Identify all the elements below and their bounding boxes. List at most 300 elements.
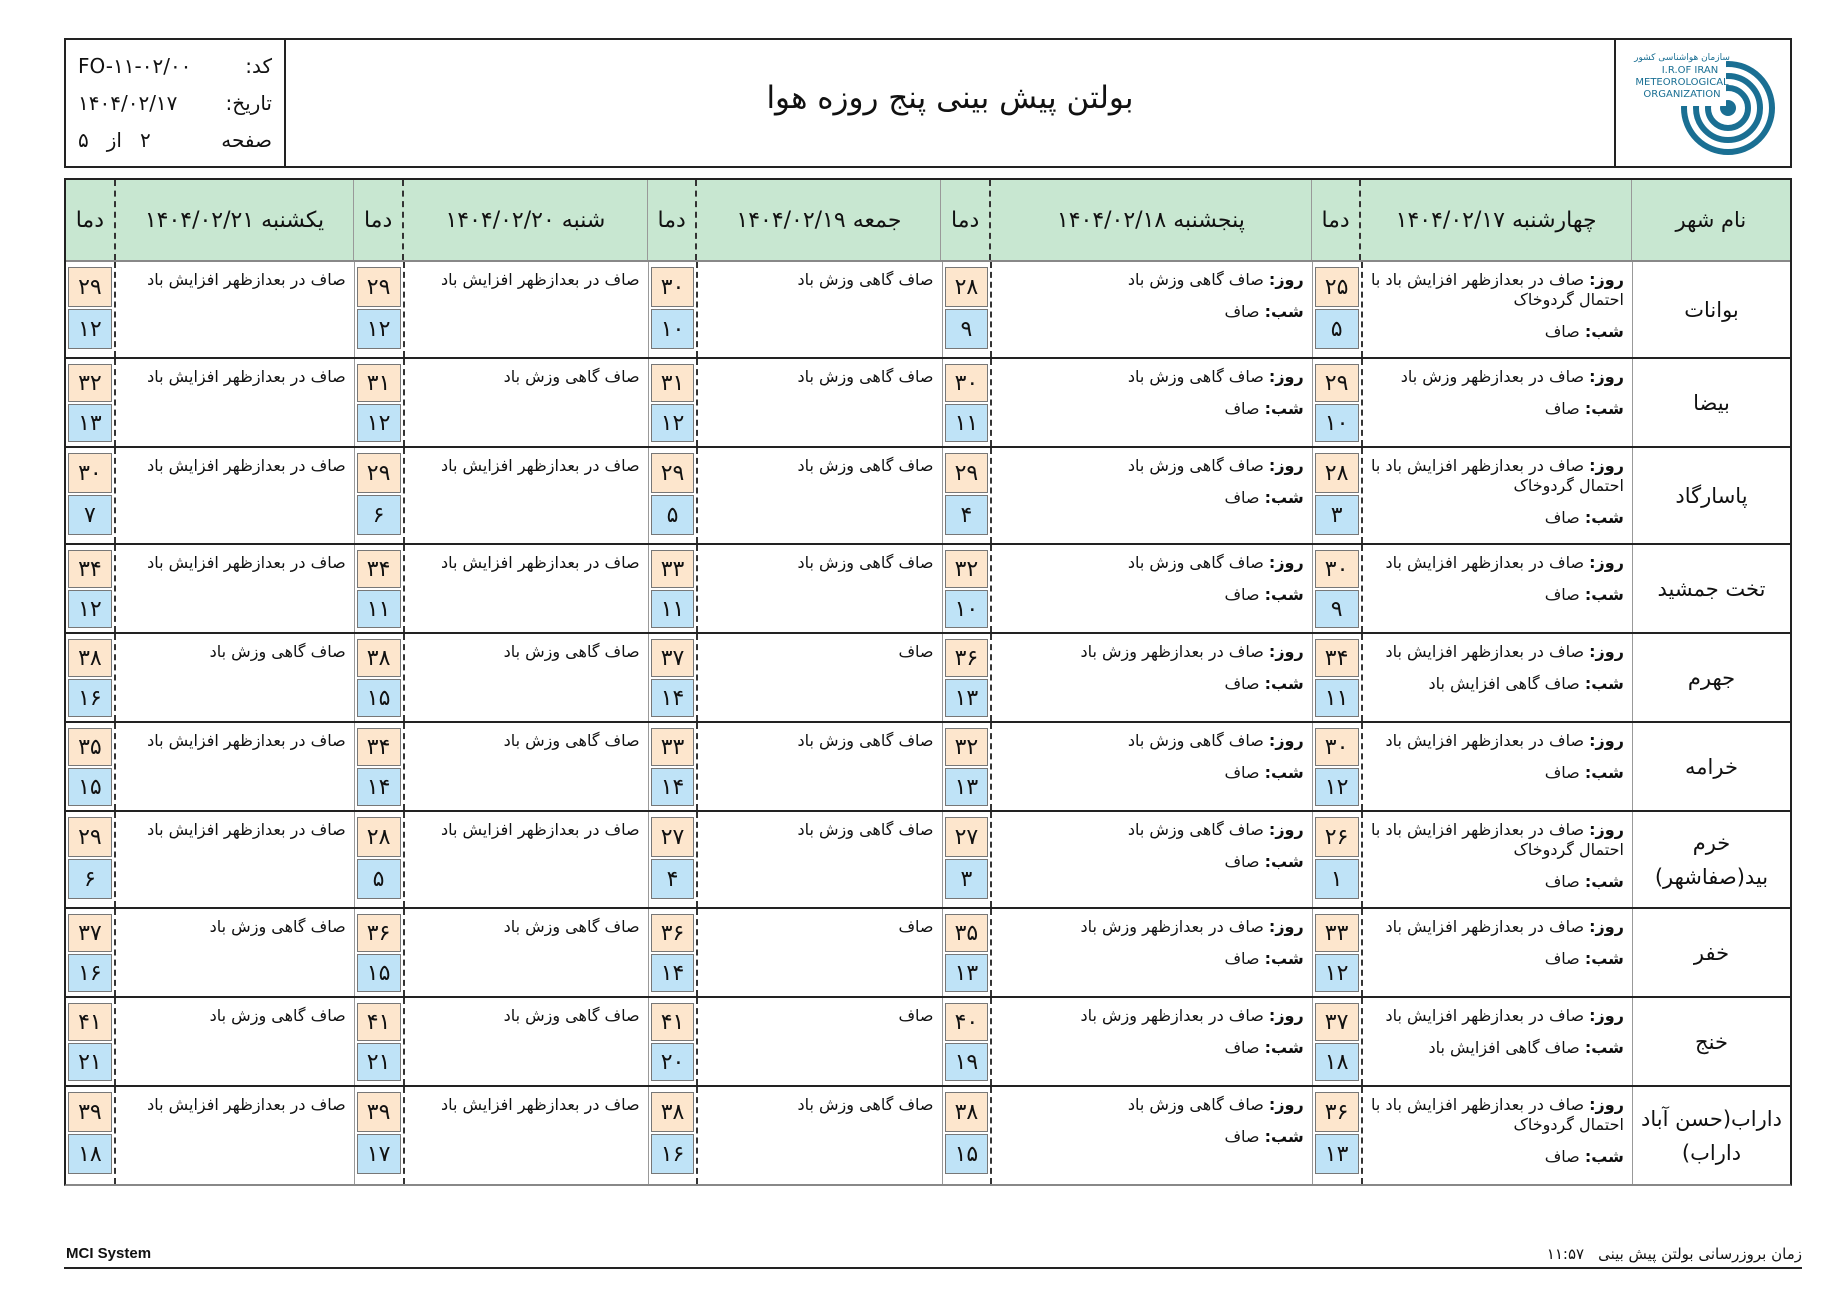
- forecast-description: [405, 812, 649, 907]
- forecast-text: صاف گاهی وزش باد: [503, 917, 640, 936]
- temp-column-header: دما: [648, 180, 698, 260]
- forecast-description: [116, 634, 355, 721]
- night-forecast: [1371, 1038, 1624, 1058]
- night-label: شب:: [1264, 1038, 1304, 1057]
- city-name: جهرم: [1687, 665, 1736, 690]
- forecast-description: [992, 262, 1312, 357]
- temperature-cell: [649, 909, 699, 996]
- min-temp: ۹: [945, 309, 989, 349]
- night-label: شب:: [1264, 585, 1304, 604]
- day-forecast: [1371, 731, 1624, 751]
- temperature-cell: [943, 448, 993, 543]
- forecast-description: [405, 448, 649, 543]
- max-temp: ۳۶: [1315, 1092, 1359, 1132]
- day-forecast: [1000, 731, 1303, 751]
- night-forecast-text: صاف: [1224, 1038, 1260, 1057]
- temp-column-header: دما: [66, 180, 116, 260]
- max-temp: ۳۷: [68, 914, 112, 952]
- city-name: خفر: [1693, 940, 1730, 965]
- night-forecast-text: صاف: [1544, 322, 1580, 341]
- logo-fa-text: سازمان هواشناسی کشور: [1634, 53, 1730, 63]
- day-column-header: پنجشنبه ۱۴۰۴/۰۲/۱۸: [991, 180, 1312, 260]
- city-column-header: نام شهر: [1675, 208, 1747, 232]
- temperature-cell: [1313, 723, 1363, 810]
- max-temp: ۳۵: [945, 914, 989, 952]
- date-label: تاریخ:: [225, 91, 272, 115]
- min-temp: ۹: [1315, 590, 1359, 628]
- max-temp: ۳۷: [1315, 1003, 1359, 1041]
- night-forecast: [1000, 488, 1303, 508]
- min-temp: ۴: [945, 495, 989, 535]
- min-temp: ۱۱: [945, 404, 989, 442]
- forecast-description: [1363, 1087, 1633, 1184]
- max-temp: ۳۴: [357, 728, 401, 766]
- temperature-cell: [943, 634, 993, 721]
- forecast-description: [1363, 634, 1633, 721]
- temperature-cell: [943, 812, 993, 907]
- max-temp: ۳۶: [651, 914, 695, 952]
- day-label: روز:: [1589, 917, 1624, 936]
- min-temp: ۱۲: [357, 309, 401, 349]
- forecast-description: [405, 262, 649, 357]
- max-temp: ۳۰: [1315, 550, 1359, 588]
- min-temp: ۴: [651, 859, 695, 899]
- night-forecast: [1371, 674, 1624, 694]
- day-label: روز:: [1268, 1095, 1304, 1114]
- forecast-description: [1363, 545, 1633, 632]
- night-forecast: [1000, 852, 1303, 872]
- night-label: شب:: [1584, 1147, 1624, 1166]
- temperature-cell: [355, 448, 405, 543]
- city-name: بوانات: [1684, 297, 1739, 322]
- night-forecast: [1371, 949, 1624, 969]
- forecast-description: [1363, 723, 1633, 810]
- min-temp: ۱۳: [945, 954, 989, 992]
- temperature-cell: [649, 998, 699, 1085]
- temperature-cell: [649, 545, 699, 632]
- forecast-text: صاف در بعدازظهر افزایش باد: [440, 820, 640, 839]
- logo-en-line1: I.R.OF IRAN: [1661, 65, 1719, 76]
- forecast-description: [992, 359, 1312, 446]
- min-temp: ۲۱: [68, 1043, 112, 1081]
- table-row: [66, 723, 1790, 812]
- temperature-cell: [355, 359, 405, 446]
- day-label: روز:: [1268, 1006, 1304, 1025]
- table-row: [66, 812, 1790, 909]
- temperature-cell: [943, 998, 993, 1085]
- day-forecast-text: صاف در بعدازظهر وزش باد: [1080, 642, 1264, 661]
- day-label: روز:: [1268, 456, 1304, 475]
- day-label: روز:: [1589, 1095, 1624, 1114]
- min-temp: ۱۸: [68, 1134, 112, 1174]
- max-temp: ۲۷: [651, 817, 695, 857]
- night-forecast-text: صاف: [1544, 399, 1580, 418]
- city-name: خرم بید(صفاشهر): [1654, 830, 1769, 889]
- max-temp: ۳۱: [651, 364, 695, 402]
- night-label: شب:: [1264, 488, 1304, 507]
- day-forecast: [1000, 1006, 1303, 1026]
- min-temp: ۱۵: [357, 954, 401, 992]
- max-temp: ۳۰: [68, 453, 112, 493]
- page-label: صفحه: [221, 128, 272, 152]
- day-forecast-text: صاف در بعدازظهر افزایش باد: [1385, 917, 1585, 936]
- max-temp: ۲۹: [945, 453, 989, 493]
- temperature-cell: [355, 262, 405, 357]
- max-temp: ۲۸: [357, 817, 401, 857]
- forecast-text: صاف در بعدازظهر افزایش باد: [147, 456, 346, 475]
- forecast-description: [698, 909, 942, 996]
- day-forecast: [1000, 456, 1303, 476]
- night-forecast: [1000, 763, 1303, 783]
- day-forecast: [1000, 820, 1303, 840]
- day-forecast: [1371, 1095, 1624, 1135]
- forecast-text: صاف گاهی وزش باد: [797, 1095, 934, 1114]
- forecast-description: [698, 723, 942, 810]
- max-temp: ۲۹: [357, 453, 401, 493]
- night-forecast: [1000, 585, 1303, 605]
- temperature-cell: [1313, 448, 1363, 543]
- min-temp: ۱۵: [357, 679, 401, 717]
- night-forecast: [1371, 763, 1624, 783]
- min-temp: ۱۷: [357, 1134, 401, 1174]
- night-label: شب:: [1584, 585, 1624, 604]
- day-forecast-text: صاف در بعدازظهر افزایش باد با احتمال گردوخاک: [1371, 1095, 1624, 1134]
- forecast-description: [992, 634, 1312, 721]
- day-forecast-text: صاف در بعدازظهر وزش باد: [1080, 917, 1264, 936]
- min-temp: ۱۴: [651, 679, 695, 717]
- day-forecast: [1000, 917, 1303, 937]
- night-label: شب:: [1584, 674, 1624, 693]
- max-temp: ۳۱: [357, 364, 401, 402]
- min-temp: ۱۶: [68, 954, 112, 992]
- night-forecast: [1371, 585, 1624, 605]
- temperature-cell: [355, 909, 405, 996]
- night-label: شب:: [1264, 763, 1304, 782]
- day-forecast-text: صاف در بعدازظهر افزایش باد: [1385, 1006, 1585, 1025]
- day-forecast-text: صاف در بعدازظهر افزایش باد با احتمال گردوخاک: [1371, 820, 1624, 859]
- city-name: داراب(حسن آباد داراب): [1641, 1106, 1782, 1165]
- max-temp: ۴۱: [68, 1003, 112, 1041]
- temperature-cell: [66, 262, 116, 357]
- forecast-text: صاف در بعدازظهر افزایش باد: [440, 553, 640, 572]
- day-forecast-text: صاف گاهی وزش باد: [1127, 820, 1264, 839]
- forecast-description: [698, 545, 942, 632]
- forecast-text: صاف گاهی وزش باد: [503, 367, 640, 386]
- logo-en-line2: METEOROLOGICAL: [1635, 77, 1729, 88]
- temperature-cell: [66, 909, 116, 996]
- max-temp: ۳۴: [357, 550, 401, 588]
- forecast-description: [1363, 262, 1633, 357]
- min-temp: ۵: [651, 495, 695, 535]
- min-temp: ۱۳: [945, 679, 989, 717]
- max-temp: ۳۹: [357, 1092, 401, 1132]
- min-temp: ۷: [68, 495, 112, 535]
- night-label: شب:: [1584, 322, 1624, 341]
- night-label: شب:: [1584, 399, 1624, 418]
- table-row: [66, 998, 1790, 1087]
- forecast-text: صاف در بعدازظهر افزایش باد: [147, 367, 346, 386]
- temperature-cell: [649, 448, 699, 543]
- min-temp: ۵: [1315, 309, 1359, 349]
- forecast-text: صاف گاهی وزش باد: [797, 367, 934, 386]
- temp-column-header: دما: [941, 180, 991, 260]
- temperature-cell: [355, 723, 405, 810]
- day-forecast-text: صاف گاهی وزش باد: [1127, 1095, 1264, 1114]
- forecast-description: [405, 634, 649, 721]
- forecast-text: صاف گاهی وزش باد: [209, 642, 346, 661]
- night-label: شب:: [1264, 1127, 1304, 1146]
- forecast-description: [116, 262, 355, 357]
- day-forecast: [1371, 820, 1624, 860]
- night-label: شب:: [1584, 1038, 1624, 1057]
- forecast-text: صاف گاهی وزش باد: [209, 1006, 346, 1025]
- temperature-cell: [649, 359, 699, 446]
- day-label: روز:: [1268, 820, 1304, 839]
- min-temp: ۱۲: [68, 590, 112, 628]
- max-temp: ۲۵: [1315, 267, 1359, 307]
- forecast-text: صاف در بعدازظهر افزایش باد: [440, 456, 640, 475]
- min-temp: ۱۳: [945, 768, 989, 806]
- forecast-text: صاف گاهی وزش باد: [503, 731, 640, 750]
- forecast-description: [405, 723, 649, 810]
- max-temp: ۴۱: [651, 1003, 695, 1041]
- forecast-description: [992, 998, 1312, 1085]
- night-label: شب:: [1584, 949, 1624, 968]
- forecast-description: [116, 909, 355, 996]
- max-temp: ۲۸: [945, 267, 989, 307]
- temperature-cell: [649, 1087, 699, 1184]
- forecast-text: صاف گاهی وزش باد: [797, 820, 934, 839]
- day-label: روز:: [1268, 731, 1304, 750]
- day-label: روز:: [1268, 270, 1304, 289]
- table-row: [66, 1087, 1790, 1184]
- temperature-cell: [649, 812, 699, 907]
- min-temp: ۱۰: [945, 590, 989, 628]
- min-temp: ۳: [1315, 495, 1359, 535]
- forecast-description: [116, 359, 355, 446]
- day-column-header: شنبه ۱۴۰۴/۰۲/۲۰: [404, 180, 648, 260]
- forecast-description: [1363, 909, 1633, 996]
- max-temp: ۳۶: [945, 639, 989, 677]
- night-forecast-text: صاف: [1544, 585, 1580, 604]
- min-temp: ۶: [68, 859, 112, 899]
- night-forecast-text: صاف: [1224, 302, 1260, 321]
- forecast-text: صاف گاهی وزش باد: [503, 642, 640, 661]
- max-temp: ۳۹: [68, 1092, 112, 1132]
- forecast-text: صاف در بعدازظهر افزایش باد: [147, 270, 346, 289]
- night-forecast: [1371, 399, 1624, 419]
- night-forecast-text: صاف گاهی افزایش باد: [1428, 674, 1580, 693]
- temperature-cell: [649, 262, 699, 357]
- night-forecast-text: صاف: [1224, 852, 1260, 871]
- forecast-text: صاف در بعدازظهر افزایش باد: [440, 1095, 640, 1114]
- night-label: شب:: [1264, 674, 1304, 693]
- day-forecast-text: صاف گاهی وزش باد: [1127, 270, 1264, 289]
- temperature-cell: [1313, 545, 1363, 632]
- night-forecast-text: صاف: [1224, 763, 1260, 782]
- night-forecast-text: صاف: [1544, 763, 1580, 782]
- night-forecast: [1000, 399, 1303, 419]
- day-column-header: یکشنبه ۱۴۰۴/۰۲/۲۱: [116, 180, 355, 260]
- night-forecast-text: صاف: [1224, 674, 1260, 693]
- night-forecast-text: صاف: [1224, 1127, 1260, 1146]
- max-temp: ۳۲: [68, 364, 112, 402]
- day-label: روز:: [1589, 270, 1624, 289]
- day-column-header: جمعه ۱۴۰۴/۰۲/۱۹: [697, 180, 941, 260]
- update-label: زمان بروزرسانی بولتن پیش بینی: [1598, 1245, 1802, 1263]
- forecast-text: صاف گاهی وزش باد: [797, 270, 934, 289]
- day-label: روز:: [1589, 553, 1624, 572]
- max-temp: ۳۵: [68, 728, 112, 766]
- temperature-cell: [66, 723, 116, 810]
- forecast-description: [992, 545, 1312, 632]
- day-forecast-text: صاف گاهی وزش باد: [1127, 367, 1264, 386]
- temperature-cell: [649, 634, 699, 721]
- day-forecast-text: صاف در بعدازظهر افزایش باد: [1385, 731, 1585, 750]
- min-temp: ۱۰: [1315, 404, 1359, 442]
- bulletin-header: [64, 38, 1792, 168]
- logo-en-line3: ORGANIZATION: [1643, 89, 1721, 100]
- forecast-description: [992, 1087, 1312, 1184]
- min-temp: ۳: [945, 859, 989, 899]
- day-forecast: [1371, 917, 1624, 937]
- night-forecast-text: صاف: [1544, 872, 1580, 891]
- forecast-description: [116, 812, 355, 907]
- max-temp: ۳۰: [651, 267, 695, 307]
- max-temp: ۳۷: [651, 639, 695, 677]
- day-label: روز:: [1268, 553, 1304, 572]
- day-label: روز:: [1268, 917, 1304, 936]
- forecast-description: [992, 909, 1312, 996]
- temperature-cell: [355, 812, 405, 907]
- day-forecast-text: صاف در بعدازظهر افزایش باد با احتمال گردوخاک: [1371, 270, 1624, 309]
- table-row: [66, 909, 1790, 998]
- night-forecast: [1371, 322, 1624, 342]
- min-temp: ۱۴: [651, 768, 695, 806]
- temperature-cell: [355, 1087, 405, 1184]
- forecast-description: [992, 812, 1312, 907]
- forecast-description: [1363, 359, 1633, 446]
- forecast-description: [116, 1087, 355, 1184]
- day-forecast: [1371, 367, 1624, 387]
- min-temp: ۲۰: [651, 1043, 695, 1081]
- night-forecast: [1000, 302, 1303, 322]
- forecast-text: صاف در بعدازظهر افزایش باد: [147, 1095, 346, 1114]
- night-forecast: [1000, 1038, 1303, 1058]
- day-label: روز:: [1589, 367, 1624, 386]
- day-forecast: [1000, 553, 1303, 573]
- temperature-cell: [1313, 812, 1363, 907]
- temperature-cell: [66, 812, 116, 907]
- page-of: از: [106, 128, 122, 152]
- city-name: بیضا: [1693, 390, 1730, 415]
- day-forecast: [1371, 553, 1624, 573]
- night-forecast-text: صاف: [1544, 508, 1580, 527]
- forecast-description: [405, 359, 649, 446]
- temperature-cell: [1313, 1087, 1363, 1184]
- min-temp: ۱: [1315, 859, 1359, 899]
- forecast-text: صاف گاهی وزش باد: [209, 917, 346, 936]
- temperature-cell: [355, 545, 405, 632]
- city-name: خرامه: [1685, 754, 1738, 779]
- day-forecast: [1000, 642, 1303, 662]
- city-name: تخت جمشید: [1657, 576, 1766, 601]
- footer-system: MCI System: [66, 1245, 152, 1262]
- temperature-cell: [649, 723, 699, 810]
- min-temp: ۵: [357, 859, 401, 899]
- organization-logo: [1614, 40, 1790, 166]
- table-row: [66, 359, 1790, 448]
- forecast-text: صاف گاهی وزش باد: [503, 1006, 640, 1025]
- forecast-text: صاف در بعدازظهر افزایش باد: [147, 553, 346, 572]
- forecast-description: [405, 545, 649, 632]
- min-temp: ۱۲: [68, 309, 112, 349]
- max-temp: ۳۸: [945, 1092, 989, 1132]
- night-label: شب:: [1584, 763, 1624, 782]
- forecast-text: صاف: [898, 1006, 934, 1025]
- max-temp: ۳۲: [945, 550, 989, 588]
- temperature-cell: [943, 262, 993, 357]
- max-temp: ۳۲: [945, 728, 989, 766]
- forecast-description: [698, 262, 942, 357]
- night-label: شب:: [1264, 302, 1304, 321]
- min-temp: ۱۳: [1315, 1134, 1359, 1174]
- temperature-cell: [1313, 634, 1363, 721]
- day-label: روز:: [1589, 1006, 1624, 1025]
- max-temp: ۳۸: [68, 639, 112, 677]
- min-temp: ۱۱: [1315, 679, 1359, 717]
- max-temp: ۴۱: [357, 1003, 401, 1041]
- forecast-description: [405, 1087, 649, 1184]
- page-title: بولتن پیش بینی پنج روزه هوا: [766, 80, 1134, 116]
- day-forecast-text: صاف در بعدازظهر افزایش باد: [1385, 642, 1585, 661]
- day-label: روز:: [1589, 642, 1624, 661]
- temperature-cell: [1313, 262, 1363, 357]
- day-label: روز:: [1589, 820, 1624, 839]
- night-label: شب:: [1584, 872, 1624, 891]
- document-info: [66, 40, 286, 166]
- day-forecast: [1000, 1095, 1303, 1115]
- day-forecast: [1371, 456, 1624, 496]
- day-forecast-text: صاف گاهی وزش باد: [1127, 731, 1264, 750]
- temperature-cell: [66, 998, 116, 1085]
- min-temp: ۱۱: [357, 590, 401, 628]
- max-temp: ۲۹: [357, 267, 401, 307]
- day-forecast: [1371, 642, 1624, 662]
- min-temp: ۶: [357, 495, 401, 535]
- min-temp: ۱۹: [945, 1043, 989, 1081]
- forecast-text: صاف در بعدازظهر افزایش باد: [147, 820, 346, 839]
- forecast-description: [1363, 448, 1633, 543]
- night-forecast: [1371, 872, 1624, 892]
- day-forecast: [1000, 270, 1303, 290]
- night-forecast-text: صاف: [1224, 488, 1260, 507]
- table-row: [66, 262, 1790, 359]
- max-temp: ۲۶: [1315, 817, 1359, 857]
- max-temp: ۳۰: [1315, 728, 1359, 766]
- night-forecast-text: صاف: [1544, 949, 1580, 968]
- footer-divider: [64, 1267, 1802, 1269]
- min-temp: ۱۲: [1315, 954, 1359, 992]
- min-temp: ۱۶: [651, 1134, 695, 1174]
- max-temp: ۳۶: [357, 914, 401, 952]
- forecast-text: صاف در بعدازظهر افزایش باد: [147, 731, 346, 750]
- forecast-description: [1363, 812, 1633, 907]
- min-temp: ۱۲: [357, 404, 401, 442]
- table-row: [66, 545, 1790, 634]
- temperature-cell: [943, 545, 993, 632]
- max-temp: ۲۹: [651, 453, 695, 493]
